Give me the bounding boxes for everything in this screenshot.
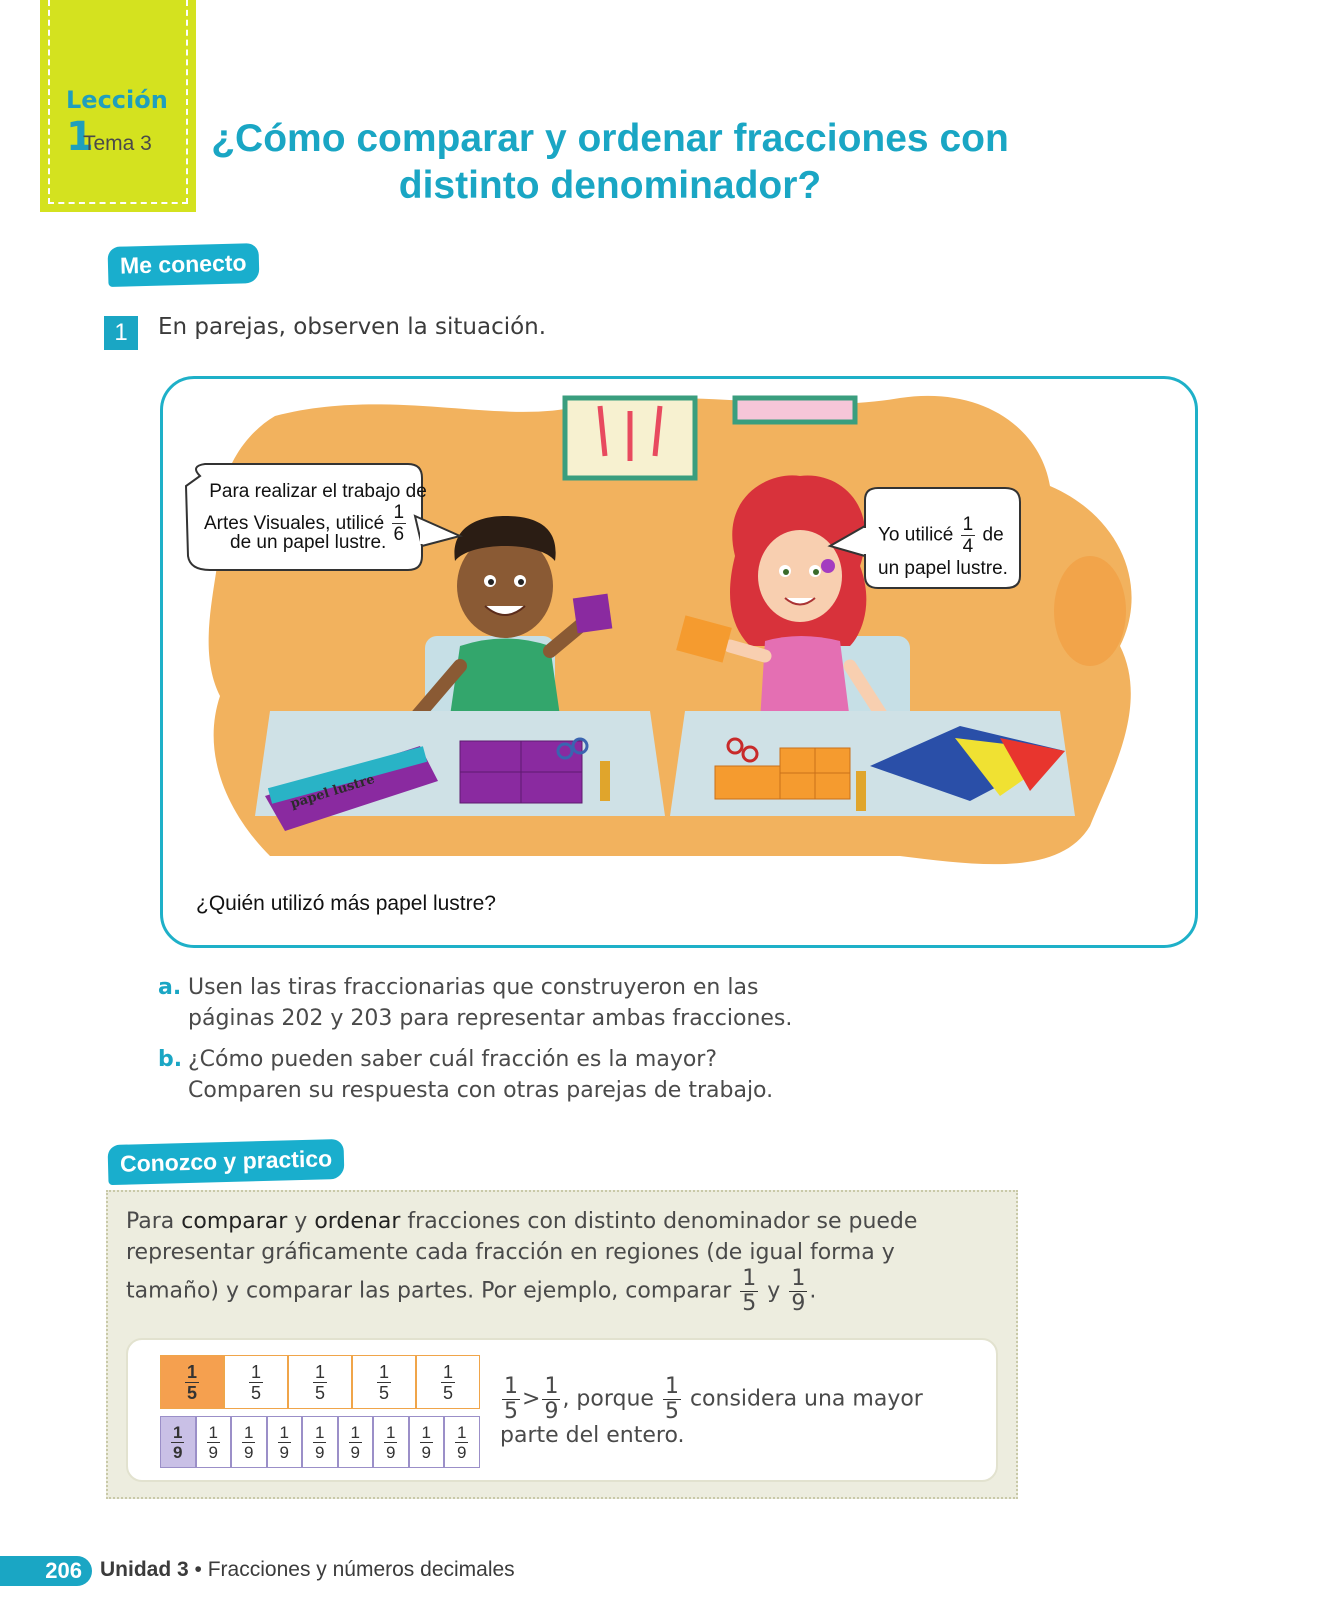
fraction-one-fifth: $\frac{1}{5}$ [504, 1374, 518, 1424]
lesson-label: Lección 1 [66, 86, 168, 160]
boy-speech: Para realizar el trabajo de Artes Visuales, utilicé $\frac{1}{6}$ de un papel lustre. [204, 481, 427, 553]
ninths-cell [160, 1416, 196, 1468]
ninths-cell [267, 1416, 303, 1468]
ninths-cell [373, 1416, 409, 1468]
page-number: 206 [0, 1556, 92, 1586]
fifths-cell [224, 1355, 288, 1409]
ninths-cell [444, 1416, 480, 1468]
cell-fraction: $\frac{1}{5}$ [186, 1361, 197, 1403]
cell-fraction: $\frac{1}{5}$ [250, 1361, 261, 1403]
fifths-cell [160, 1355, 224, 1409]
cell-fraction: $\frac{1}{9}$ [421, 1422, 431, 1462]
fifths-cell [288, 1355, 352, 1409]
list-item: a. Usen las tiras fraccionarias que construyeron en las páginas 202 y 203 para representar ambas fracciones. [158, 975, 793, 1031]
cell-fraction: $\frac{1}{9}$ [457, 1422, 467, 1462]
cell-fraction: $\frac{1}{9}$ [279, 1422, 289, 1462]
ninths-cell [196, 1416, 232, 1468]
cell-fraction: $\frac{1}{5}$ [314, 1361, 325, 1403]
page-title: ¿Cómo comparar y ordenar fracciones con distinto denominador? [211, 117, 1009, 207]
lesson-ribbon [40, 0, 196, 212]
fifths-cell [416, 1355, 480, 1409]
fraction-one-fifth: $\frac{1}{5}$ [742, 1266, 757, 1316]
page-footer [0, 1556, 600, 1588]
ninths-cell [409, 1416, 445, 1468]
girl-fraction: $\frac{1}{4}$ [962, 514, 974, 557]
cell-fraction: $\frac{1}{5}$ [442, 1361, 453, 1403]
ninths-strip [160, 1416, 480, 1468]
cell-fraction: $\frac{1}{9}$ [173, 1422, 183, 1462]
cell-fraction: $\frac{1}{5}$ [378, 1361, 389, 1403]
fifths-strip [160, 1355, 480, 1409]
section-tag-conozco-y-practico: Conozco y practico [108, 1139, 345, 1185]
cell-fraction: $\frac{1}{9}$ [386, 1422, 396, 1462]
unit-label: Unidad 3 • Fracciones y números decimales [100, 1558, 515, 1581]
cell-fraction: $\frac{1}{9}$ [208, 1422, 218, 1462]
girl-speech: Yo utilicé $\frac{1}{4}$ de un papel lustre. [878, 514, 1008, 579]
activity-items [158, 972, 792, 1116]
svg-text:papel lustre: papel lustre [288, 771, 377, 812]
ninths-cell [231, 1416, 267, 1468]
cell-fraction: $\frac{1}{9}$ [315, 1422, 325, 1462]
cell-fraction: $\frac{1}{9}$ [350, 1422, 360, 1462]
fraction-one-ninth: $\frac{1}{9}$ [544, 1374, 559, 1424]
fraction-one-ninth: $\frac{1}{9}$ [791, 1266, 806, 1316]
cell-fraction: $\frac{1}{9}$ [244, 1422, 254, 1462]
topic-label: Tema 3 [83, 132, 152, 155]
conclusion-text: $\frac{1}{5}$ > $\frac{1}{9}$ , porque $\frac{1}{5}$ considera una mayor parte del entero. [500, 1374, 923, 1448]
classroom-illustration [160, 376, 1198, 948]
ninths-cell [302, 1416, 338, 1468]
list-item: b. ¿Cómo pueden saber cuál fracción es la mayor? Comparen su respuesta con otras parejas de trabajo. [158, 1047, 774, 1103]
boy-fraction: $\frac{1}{6}$ [393, 502, 405, 545]
activity-number: 1 [104, 316, 138, 350]
fifths-cell [352, 1355, 416, 1409]
info-text: Para comparar y ordenar fracciones con distinto denominador se puede representar gráficamente cada fracción en regiones (de igual forma y tamaño) y comparar las partes. Por ejemplo, comparar $\frac{1}{5}$ y $\frac{1}{9}$ . [126, 1209, 918, 1316]
section-tag-me-conecto: Me conecto [108, 243, 260, 287]
scene-question: ¿Quién utilizó más papel lustre? [196, 892, 496, 915]
activity-instruction: En parejas, observen la situación. [158, 314, 547, 340]
ninths-cell [338, 1416, 374, 1468]
fraction-one-fifth: $\frac{1}{5}$ [664, 1374, 679, 1424]
